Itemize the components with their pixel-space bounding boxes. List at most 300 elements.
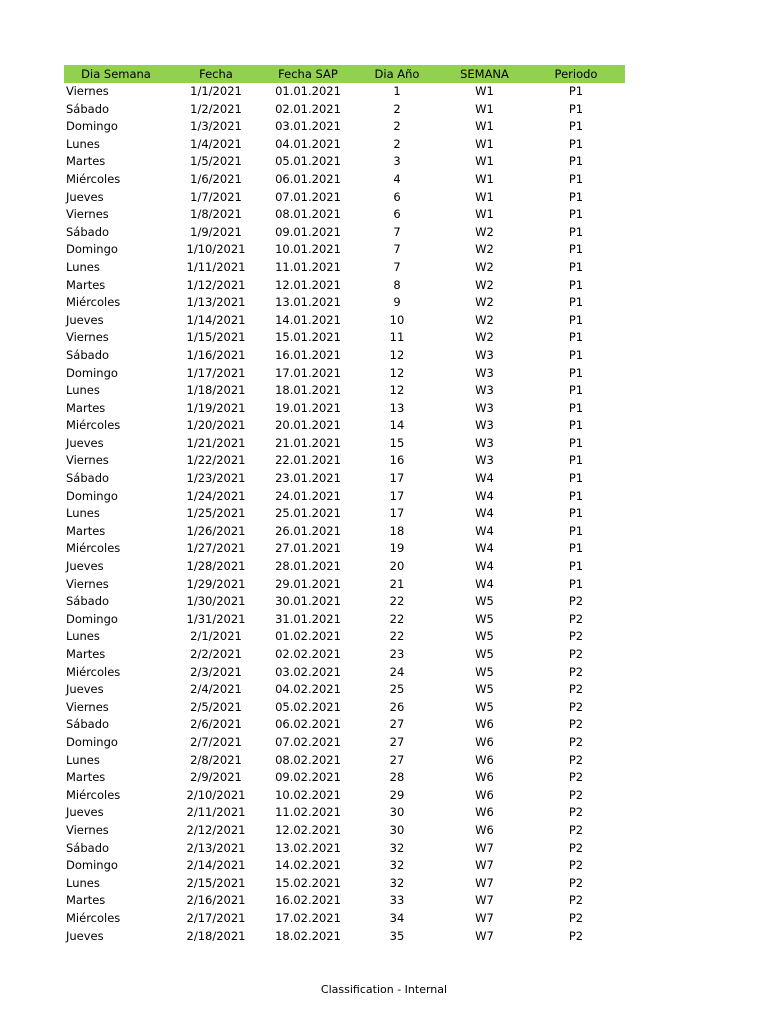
table-row <box>64 136 625 154</box>
cell-dia-ano: 2 <box>393 101 401 116</box>
cell-periodo: P1 <box>568 418 584 433</box>
cell-dia-semana: Sábado <box>66 101 110 116</box>
cell-fecha: 2/17/2021 <box>186 910 246 925</box>
cell-periodo: P2 <box>568 752 584 767</box>
cell-semana: W5 <box>475 629 494 644</box>
cell-dia-ano: 12 <box>389 347 405 362</box>
cell-dia-semana: Lunes <box>66 629 100 644</box>
cell-dia-ano: 17 <box>389 471 405 486</box>
cell-dia-semana: Sábado <box>66 717 110 732</box>
cell-fecha: 1/23/2021 <box>186 471 246 486</box>
cell-semana: W7 <box>475 840 494 855</box>
cell-semana: W6 <box>475 805 494 820</box>
cell-periodo: P2 <box>568 893 584 908</box>
cell-dia-ano: 32 <box>389 858 405 873</box>
cell-fecha-sap: 30.01.2021 <box>275 594 341 609</box>
table-row <box>64 118 625 136</box>
cell-fecha-sap: 02.02.2021 <box>275 647 341 661</box>
cell-periodo: P2 <box>568 787 584 802</box>
cell-periodo: P1 <box>568 154 584 169</box>
cell-periodo: P2 <box>568 875 584 890</box>
cell-fecha: 1/30/2021 <box>186 594 246 609</box>
cell-fecha-sap: 29.01.2021 <box>275 576 341 591</box>
cell-fecha-sap: 17.02.2021 <box>275 910 341 925</box>
cell-fecha: 2/18/2021 <box>186 928 246 943</box>
cell-dia-semana: Viernes <box>66 84 109 98</box>
cell-periodo: P2 <box>568 629 584 644</box>
cell-semana: W7 <box>475 858 494 873</box>
table-row <box>64 277 625 295</box>
table-row <box>64 83 625 101</box>
cell-dia-semana: Domingo <box>66 734 118 749</box>
cell-fecha-sap: 25.01.2021 <box>275 506 341 521</box>
cell-fecha: 2/5/2021 <box>190 699 242 714</box>
cell-fecha-sap: 11.02.2021 <box>275 805 341 820</box>
cell-dia-ano: 18 <box>389 523 405 538</box>
cell-periodo: P1 <box>568 488 584 503</box>
cell-fecha: 2/6/2021 <box>190 717 242 732</box>
cell-dia-ano: 29 <box>389 787 405 802</box>
cell-dia-semana: Lunes <box>66 383 100 398</box>
cell-fecha: 2/8/2021 <box>190 752 242 767</box>
column-header-dia-ano: Dia Año <box>374 67 420 81</box>
cell-dia-ano: 27 <box>389 734 405 749</box>
cell-fecha: 1/1/2021 <box>190 84 242 98</box>
cell-semana: W6 <box>475 734 494 749</box>
table-row <box>64 752 625 770</box>
cell-periodo: P2 <box>568 682 584 697</box>
cell-semana: W1 <box>475 119 494 134</box>
cell-fecha: 1/28/2021 <box>186 559 246 574</box>
cell-fecha-sap: 13.02.2021 <box>275 840 341 855</box>
cell-dia-ano: 17 <box>389 506 405 521</box>
cell-semana: W1 <box>475 171 494 186</box>
cell-dia-semana: Sábado <box>66 347 110 362</box>
cell-dia-semana: Martes <box>66 400 106 415</box>
cell-dia-semana: Martes <box>66 770 106 785</box>
cell-semana: W4 <box>475 541 494 556</box>
cell-semana: W6 <box>475 770 494 785</box>
cell-dia-ano: 12 <box>389 365 405 380</box>
cell-semana: W7 <box>475 893 494 908</box>
cell-semana: W7 <box>475 928 494 943</box>
cell-semana: W2 <box>475 312 494 327</box>
cell-periodo: P1 <box>568 207 584 222</box>
cell-semana: W2 <box>475 259 494 274</box>
cell-dia-ano: 24 <box>389 664 405 679</box>
cell-periodo: P1 <box>568 453 584 468</box>
table-row <box>64 523 625 541</box>
cell-semana: W1 <box>475 136 494 151</box>
cell-fecha: 2/12/2021 <box>186 822 246 837</box>
cell-dia-ano: 23 <box>389 647 405 661</box>
cell-fecha-sap: 03.02.2021 <box>275 664 341 679</box>
table-row <box>64 892 625 910</box>
cell-fecha: 1/25/2021 <box>186 506 246 521</box>
cell-dia-semana: Martes <box>66 893 106 908</box>
table-row <box>64 646 625 664</box>
cell-semana: W1 <box>475 84 494 98</box>
cell-fecha: 1/5/2021 <box>190 154 242 169</box>
cell-periodo: P1 <box>568 171 584 186</box>
cell-dia-ano: 22 <box>389 629 405 644</box>
cell-periodo: P1 <box>568 101 584 116</box>
cell-periodo: P1 <box>568 277 584 292</box>
cell-dia-semana: Domingo <box>66 488 118 503</box>
cell-fecha-sap: 16.01.2021 <box>275 347 341 362</box>
table-row <box>64 787 625 805</box>
table-row <box>64 259 625 277</box>
cell-dia-ano: 33 <box>389 893 405 908</box>
cell-periodo: P1 <box>568 365 584 380</box>
cell-fecha-sap: 19.01.2021 <box>275 400 341 415</box>
cell-dia-ano: 3 <box>393 154 401 169</box>
table-row <box>64 664 625 682</box>
cell-fecha-sap: 26.01.2021 <box>275 523 341 538</box>
table-row <box>64 417 625 435</box>
cell-dia-semana: Domingo <box>66 119 118 134</box>
calendar-table <box>64 65 625 945</box>
cell-semana: W2 <box>475 330 494 345</box>
cell-dia-ano: 17 <box>389 488 405 503</box>
cell-dia-semana: Lunes <box>66 875 100 890</box>
cell-periodo: P2 <box>568 594 584 609</box>
cell-dia-ano: 7 <box>393 259 401 274</box>
cell-fecha-sap: 27.01.2021 <box>275 541 341 556</box>
cell-fecha: 1/19/2021 <box>186 400 246 415</box>
cell-dia-semana: Martes <box>66 647 106 661</box>
cell-dia-ano: 20 <box>389 559 405 574</box>
cell-fecha: 1/26/2021 <box>186 523 246 538</box>
table-row <box>64 488 625 506</box>
cell-dia-ano: 12 <box>389 383 405 398</box>
cell-fecha-sap: 10.01.2021 <box>275 242 341 257</box>
cell-fecha: 2/14/2021 <box>186 858 246 873</box>
cell-periodo: P2 <box>568 858 584 873</box>
cell-dia-ano: 6 <box>393 189 401 204</box>
table-row <box>64 769 625 787</box>
cell-fecha: 2/10/2021 <box>186 787 246 802</box>
cell-semana: W4 <box>475 471 494 486</box>
table-row <box>64 189 625 207</box>
cell-semana: W5 <box>475 611 494 626</box>
cell-dia-ano: 35 <box>389 928 405 943</box>
cell-semana: W1 <box>475 101 494 116</box>
cell-periodo: P2 <box>568 928 584 943</box>
cell-periodo: P2 <box>568 699 584 714</box>
cell-dia-semana: Lunes <box>66 752 100 767</box>
table-row <box>64 470 625 488</box>
cell-fecha: 1/6/2021 <box>190 171 242 186</box>
cell-dia-ano: 32 <box>389 840 405 855</box>
cell-semana: W3 <box>475 418 494 433</box>
cell-dia-ano: 22 <box>389 594 405 609</box>
cell-fecha: 1/13/2021 <box>186 295 246 310</box>
column-header-periodo: Periodo <box>554 67 598 81</box>
table-row <box>64 505 625 523</box>
cell-fecha: 1/12/2021 <box>186 277 246 292</box>
cell-fecha-sap: 05.01.2021 <box>275 154 341 169</box>
cell-fecha: 1/18/2021 <box>186 383 246 398</box>
cell-semana: W2 <box>475 277 494 292</box>
cell-fecha-sap: 31.01.2021 <box>275 611 341 626</box>
cell-dia-semana: Miércoles <box>66 171 121 186</box>
cell-fecha-sap: 01.02.2021 <box>275 629 341 644</box>
cell-dia-semana: Domingo <box>66 365 118 380</box>
cell-fecha: 1/9/2021 <box>190 224 242 239</box>
cell-dia-semana: Jueves <box>66 435 104 450</box>
cell-semana: W4 <box>475 506 494 521</box>
cell-dia-semana: Miércoles <box>66 295 121 310</box>
cell-fecha-sap: 07.01.2021 <box>275 189 341 204</box>
table-row <box>64 400 625 418</box>
cell-fecha: 2/9/2021 <box>190 770 242 785</box>
cell-semana: W2 <box>475 295 494 310</box>
table-row <box>64 716 625 734</box>
cell-fecha-sap: 12.02.2021 <box>275 822 341 837</box>
column-header-semana: SEMANA <box>460 67 509 81</box>
cell-semana: W5 <box>475 647 494 661</box>
cell-semana: W3 <box>475 365 494 380</box>
cell-fecha: 2/3/2021 <box>190 664 242 679</box>
cell-fecha: 1/2/2021 <box>190 101 242 116</box>
cell-semana: W3 <box>475 383 494 398</box>
table-row <box>64 558 625 576</box>
cell-dia-semana: Viernes <box>66 330 109 345</box>
cell-periodo: P1 <box>568 559 584 574</box>
cell-fecha: 1/16/2021 <box>186 347 246 362</box>
cell-fecha-sap: 21.01.2021 <box>275 435 341 450</box>
cell-fecha-sap: 14.01.2021 <box>275 312 341 327</box>
cell-fecha-sap: 17.01.2021 <box>275 365 341 380</box>
cell-fecha-sap: 02.01.2021 <box>275 101 341 116</box>
table-row <box>64 628 625 646</box>
cell-dia-semana: Miércoles <box>66 664 121 679</box>
cell-fecha-sap: 16.02.2021 <box>275 893 341 908</box>
cell-dia-ano: 6 <box>393 207 401 222</box>
cell-fecha-sap: 12.01.2021 <box>275 277 341 292</box>
table-row <box>64 593 625 611</box>
cell-fecha-sap: 15.01.2021 <box>275 330 341 345</box>
cell-dia-semana: Sábado <box>66 224 110 239</box>
cell-periodo: P1 <box>568 383 584 398</box>
table-row <box>64 611 625 629</box>
cell-fecha: 2/4/2021 <box>190 682 242 697</box>
cell-dia-semana: Lunes <box>66 259 100 274</box>
cell-dia-semana: Jueves <box>66 682 104 697</box>
cell-dia-ano: 25 <box>389 682 405 697</box>
table-row <box>64 681 625 699</box>
table-row <box>64 857 625 875</box>
cell-dia-semana: Domingo <box>66 611 118 626</box>
cell-fecha-sap: 09.02.2021 <box>275 770 341 785</box>
cell-periodo: P2 <box>568 910 584 925</box>
table-row <box>64 382 625 400</box>
cell-dia-semana: Martes <box>66 277 106 292</box>
cell-dia-ano: 22 <box>389 611 405 626</box>
cell-fecha: 2/16/2021 <box>186 893 246 908</box>
cell-semana: W5 <box>475 682 494 697</box>
cell-dia-semana: Jueves <box>66 805 104 820</box>
cell-fecha-sap: 09.01.2021 <box>275 224 341 239</box>
table-row <box>64 910 625 928</box>
column-header-dia-semana: Dia Semana <box>81 67 151 81</box>
cell-periodo: P1 <box>568 295 584 310</box>
cell-fecha: 1/14/2021 <box>186 312 246 327</box>
cell-dia-semana: Viernes <box>66 699 109 714</box>
column-header-fecha-sap: Fecha SAP <box>278 67 338 81</box>
cell-dia-ano: 30 <box>389 805 405 820</box>
cell-fecha: 1/22/2021 <box>186 453 246 468</box>
table-row <box>64 294 625 312</box>
cell-semana: W1 <box>475 207 494 222</box>
table-row <box>64 224 625 242</box>
cell-fecha-sap: 04.02.2021 <box>275 682 341 697</box>
cell-fecha: 1/7/2021 <box>190 189 242 204</box>
cell-periodo: P1 <box>568 471 584 486</box>
cell-fecha-sap: 10.02.2021 <box>275 787 341 802</box>
table-row <box>64 452 625 470</box>
cell-dia-semana: Sábado <box>66 594 110 609</box>
cell-dia-semana: Lunes <box>66 136 100 151</box>
cell-fecha-sap: 06.02.2021 <box>275 717 341 732</box>
cell-periodo: P1 <box>568 259 584 274</box>
cell-dia-semana: Jueves <box>66 312 104 327</box>
cell-fecha-sap: 23.01.2021 <box>275 471 341 486</box>
cell-fecha: 1/4/2021 <box>190 136 242 151</box>
cell-periodo: P2 <box>568 647 584 661</box>
cell-fecha: 2/7/2021 <box>190 734 242 749</box>
cell-fecha-sap: 18.02.2021 <box>275 928 341 943</box>
cell-semana: W4 <box>475 559 494 574</box>
cell-periodo: P1 <box>568 576 584 591</box>
table-row <box>64 840 625 858</box>
table-row <box>64 153 625 171</box>
cell-semana: W3 <box>475 400 494 415</box>
cell-fecha: 1/3/2021 <box>190 119 242 134</box>
cell-dia-ano: 30 <box>389 822 405 837</box>
cell-fecha: 1/15/2021 <box>186 330 246 345</box>
cell-semana: W4 <box>475 488 494 503</box>
cell-periodo: P1 <box>568 242 584 257</box>
cell-periodo: P1 <box>568 541 584 556</box>
cell-dia-ano: 10 <box>389 312 405 327</box>
cell-dia-ano: 14 <box>389 418 405 433</box>
cell-dia-ano: 21 <box>389 576 405 591</box>
cell-semana: W5 <box>475 664 494 679</box>
cell-periodo: P1 <box>568 84 584 98</box>
cell-dia-semana: Sábado <box>66 840 110 855</box>
cell-dia-semana: Domingo <box>66 242 118 257</box>
table-header-row <box>64 65 625 83</box>
cell-dia-ano: 7 <box>393 242 401 257</box>
cell-dia-semana: Viernes <box>66 207 109 222</box>
cell-periodo: P1 <box>568 119 584 134</box>
table-row <box>64 329 625 347</box>
table-row <box>64 365 625 383</box>
cell-semana: W1 <box>475 154 494 169</box>
cell-dia-ano: 11 <box>389 330 405 345</box>
table-row <box>64 312 625 330</box>
cell-fecha: 2/1/2021 <box>190 629 242 644</box>
table-row <box>64 101 625 119</box>
cell-fecha-sap: 20.01.2021 <box>275 418 341 433</box>
cell-dia-ano: 26 <box>389 699 405 714</box>
cell-semana: W7 <box>475 875 494 890</box>
cell-dia-semana: Martes <box>66 523 106 538</box>
cell-fecha: 1/27/2021 <box>186 541 246 556</box>
cell-fecha: 1/29/2021 <box>186 576 246 591</box>
cell-dia-ano: 15 <box>389 435 405 450</box>
cell-periodo: P1 <box>568 330 584 345</box>
cell-periodo: P1 <box>568 400 584 415</box>
table-row <box>64 347 625 365</box>
cell-semana: W1 <box>475 189 494 204</box>
cell-fecha: 1/20/2021 <box>186 418 246 433</box>
cell-fecha: 1/24/2021 <box>186 488 246 503</box>
cell-dia-ano: 8 <box>393 277 401 292</box>
cell-fecha-sap: 03.01.2021 <box>275 119 341 134</box>
cell-semana: W2 <box>475 242 494 257</box>
cell-dia-ano: 27 <box>389 752 405 767</box>
cell-periodo: P1 <box>568 189 584 204</box>
cell-semana: W2 <box>475 224 494 239</box>
cell-fecha-sap: 15.02.2021 <box>275 875 341 890</box>
cell-dia-semana: Viernes <box>66 822 109 837</box>
table-row <box>64 171 625 189</box>
cell-fecha: 1/31/2021 <box>186 611 246 626</box>
cell-dia-ano: 28 <box>389 770 405 785</box>
classification-footer: Classification - Internal <box>320 983 448 996</box>
cell-periodo: P2 <box>568 664 584 679</box>
cell-dia-ano: 9 <box>393 295 401 310</box>
cell-dia-semana: Domingo <box>66 858 118 873</box>
cell-periodo: P1 <box>568 136 584 151</box>
cell-semana: W3 <box>475 453 494 468</box>
cell-semana: W6 <box>475 822 494 837</box>
cell-dia-ano: 7 <box>393 224 401 239</box>
cell-dia-semana: Sábado <box>66 471 110 486</box>
cell-dia-ano: 27 <box>389 717 405 732</box>
cell-semana: W6 <box>475 717 494 732</box>
cell-dia-semana: Jueves <box>66 928 104 943</box>
table-row <box>64 435 625 453</box>
cell-semana: W5 <box>475 699 494 714</box>
cell-periodo: P1 <box>568 312 584 327</box>
table-row <box>64 875 625 893</box>
cell-semana: W4 <box>475 576 494 591</box>
cell-dia-semana: Miércoles <box>66 787 121 802</box>
cell-fecha: 1/17/2021 <box>186 365 246 380</box>
cell-periodo: P2 <box>568 734 584 749</box>
cell-periodo: P1 <box>568 347 584 362</box>
cell-fecha-sap: 13.01.2021 <box>275 295 341 310</box>
cell-fecha: 2/11/2021 <box>186 805 246 820</box>
cell-periodo: P2 <box>568 717 584 732</box>
cell-fecha-sap: 01.01.2021 <box>275 84 341 98</box>
table-row <box>64 734 625 752</box>
cell-dia-semana: Lunes <box>66 506 100 521</box>
cell-dia-ano: 2 <box>393 136 401 151</box>
cell-dia-semana: Viernes <box>66 576 109 591</box>
cell-dia-semana: Viernes <box>66 453 109 468</box>
cell-fecha: 2/2/2021 <box>190 647 242 661</box>
cell-fecha-sap: 04.01.2021 <box>275 136 341 151</box>
cell-dia-ano: 1 <box>393 84 401 98</box>
cell-dia-ano: 16 <box>389 453 405 468</box>
table-row <box>64 928 625 946</box>
cell-fecha: 1/10/2021 <box>186 242 246 257</box>
